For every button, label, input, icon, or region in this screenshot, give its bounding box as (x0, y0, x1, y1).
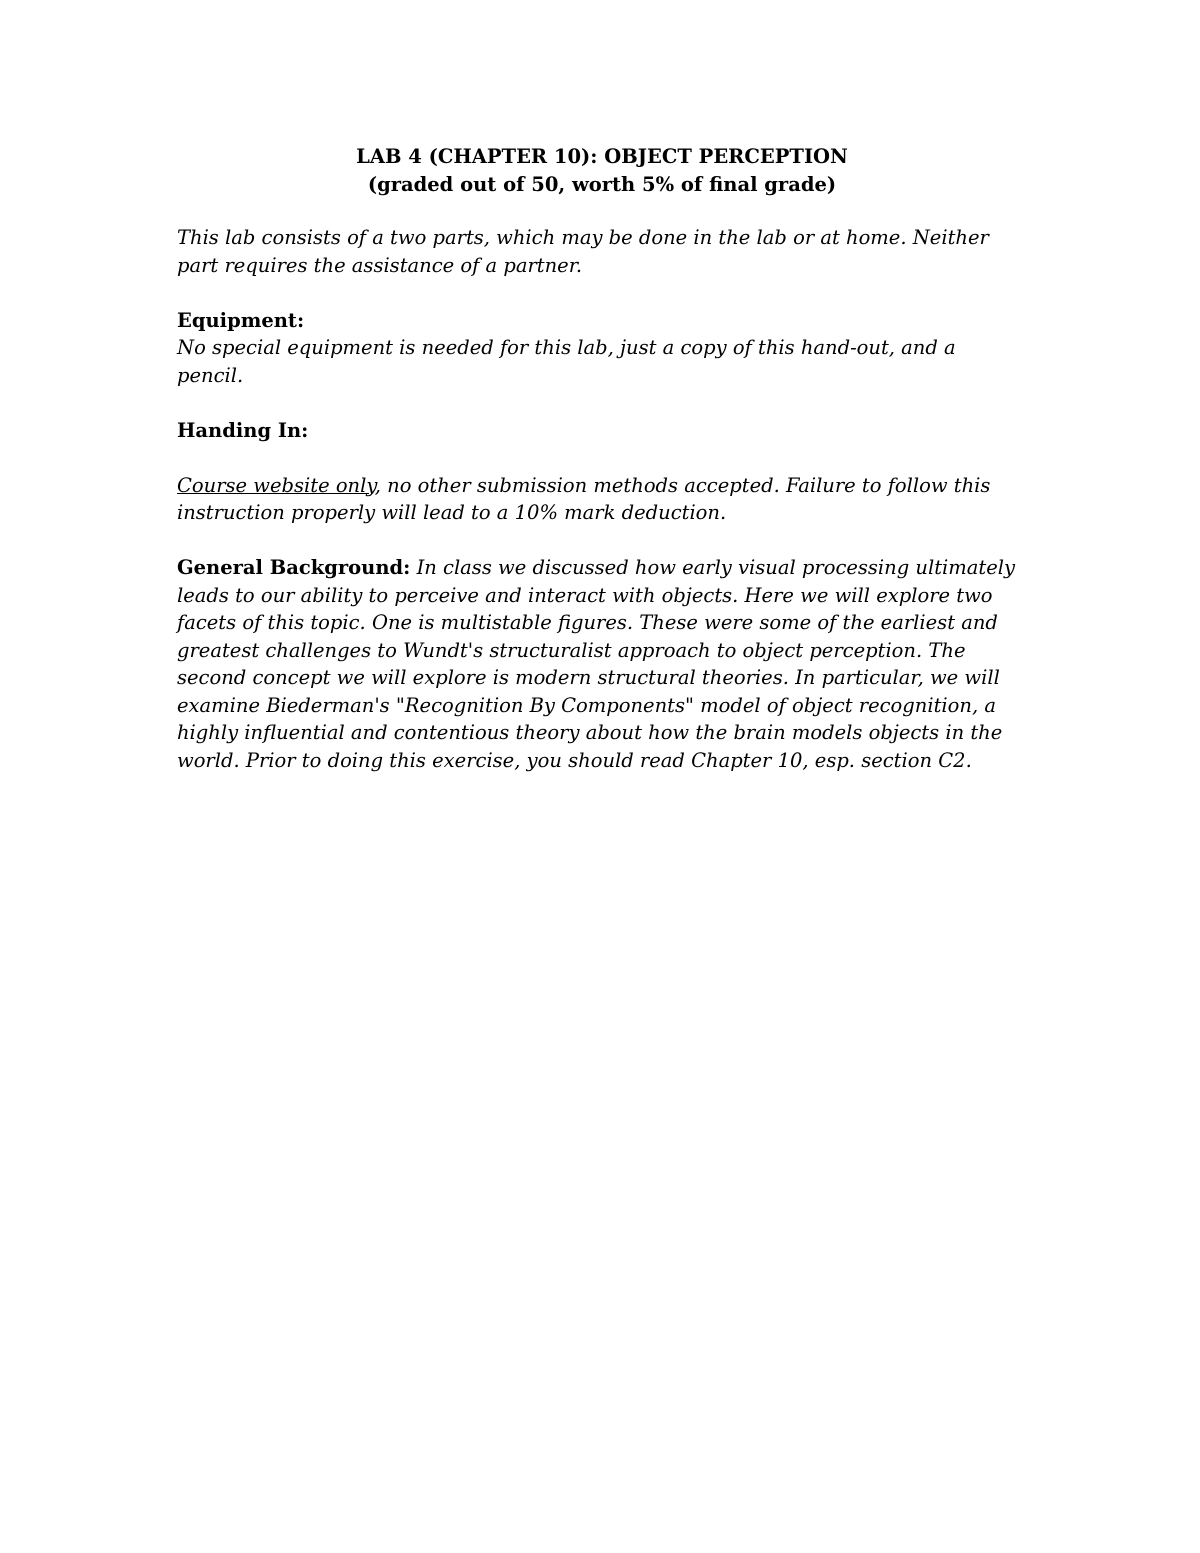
document-content (177, 143, 1027, 802)
general-background-section (177, 554, 1027, 774)
handing-in-underlined-text: Course website only (177, 473, 375, 497)
general-background-heading: General Background: (177, 556, 411, 579)
equipment-section (177, 307, 1027, 390)
handing-in-spacer (177, 444, 1027, 472)
handing-in-text: , no other submission methods accepted. Failure to follow this instruction properly will lead to a 10% mark deduction. (177, 473, 991, 524)
title-block (177, 143, 1027, 198)
general-background-text: In class we discussed how early visual processing ultimately leads to our ability to perceive and interact with objects. Here we will explore two facets of this topic. One is multistable figures. These were some of the earliest and greatest challenges to Wundt's structuralist approach to object perception. The second concept we will explore is modern structural theories. In particular, we will examine Biederman's "Recognition By Components" model of object recognition, a highly influential and contentious theory about how the brain models objects in the world. Prior to doing this exercise, you should read Chapter 10, esp. section C2. (177, 556, 1016, 772)
equipment-text: No special equipment is needed for this lab, just a copy of this hand-out, and a pencil. (177, 336, 956, 387)
intro-paragraph: This lab consists of a two parts, which may be done in the lab or at home. Neither part requires the assistance of a partner. (177, 226, 989, 277)
equipment-heading: Equipment: (177, 308, 305, 332)
handing-in-section (177, 417, 1027, 527)
handing-in-paragraph (177, 472, 1027, 527)
document-title: LAB 4 (CHAPTER 10): OBJECT PERCEPTION (356, 145, 848, 168)
handing-in-heading: Handing In: (177, 418, 309, 442)
document-subtitle: (graded out of 50, worth 5% of final grade) (367, 172, 837, 196)
